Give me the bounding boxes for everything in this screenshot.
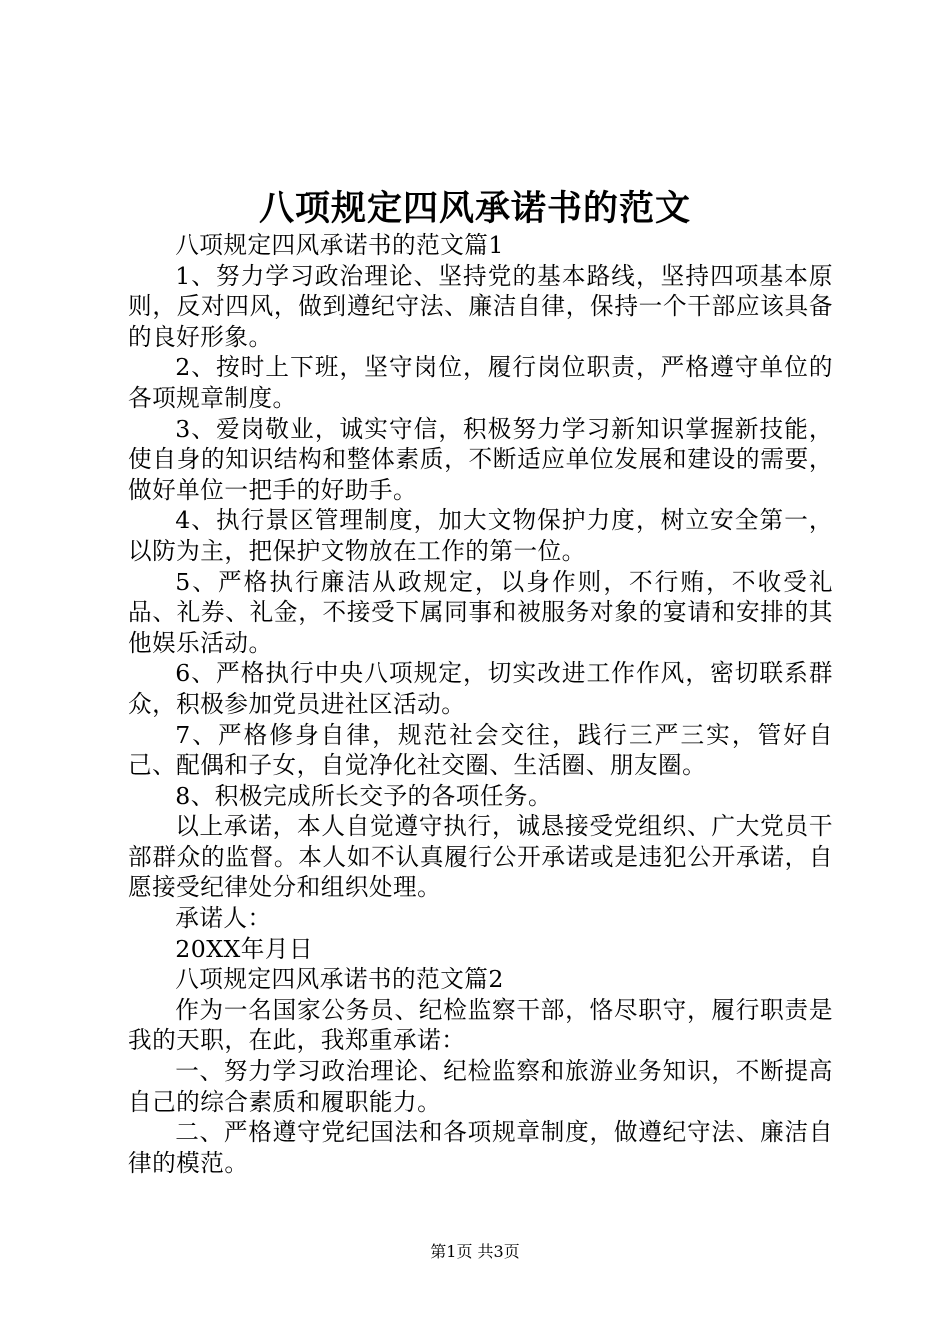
paragraph-item-2: 2、按时上下班，坚守岗位，履行岗位职责，严格遵守单位的各项规章制度。 bbox=[128, 353, 833, 412]
date-line: 20XX年月日 bbox=[175, 934, 314, 963]
document-body bbox=[128, 230, 833, 1178]
paragraph-item-7: 7、严格修身自律，规范社会交往，践行三严三实，管好自己、配偶和子女，自觉净化社交圈、生活圈、朋友圈。 bbox=[128, 720, 833, 780]
section-heading-2: 八项规定四风承诺书的范文篇2 bbox=[175, 965, 504, 994]
paragraph-item-8: 8、积极完成所长交予的各项任务。 bbox=[175, 781, 553, 810]
paragraph-item-1: 1、努力学习政治理论、坚持党的基本路线，坚持四项基本原则，反对四风，做到遵纪守法、廉洁自律，保持一个干部应该具备的良好形象。 bbox=[128, 261, 833, 351]
section-heading-1: 八项规定四风承诺书的范文篇1 bbox=[175, 231, 504, 259]
signatory-label: 承诺人： bbox=[175, 904, 272, 933]
paragraph-item-two: 二、严格遵守党纪国法和各项规章制度，做遵纪守法、廉洁自律的模范。 bbox=[128, 1118, 833, 1177]
paragraph-item-6: 6、严格执行中央八项规定，切实改进工作作风，密切联系群众，积极参加党员进社区活动。 bbox=[128, 659, 833, 718]
commitment-statement: 以上承诺，本人自觉遵守执行，诚恳接受党组织、广大党员干部群众的监督。本人如不认真履行公开承诺或是违犯公开承诺，自愿接受纪律处分和组织处理。 bbox=[128, 812, 833, 902]
paragraph-item-3: 3、爱岗敬业，诚实守信，积极努力学习新知识掌握新技能，使自身的知识结构和整体素质，不断适应单位发展和建设的需要，做好单位一把手的好助手。 bbox=[128, 414, 833, 504]
paragraph-item-4: 4、执行景区管理制度，加大文物保护力度，树立安全第一，以防为主，把保护文物放在工作的第一位。 bbox=[128, 506, 833, 565]
intro-paragraph: 作为一名国家公务员、纪检监察干部，恪尽职守，履行职责是我的天职，在此，我郑重承诺： bbox=[128, 995, 833, 1055]
document-title: 八项规定四风承诺书的范文 bbox=[258, 188, 691, 229]
paragraph-item-one: 一、努力学习政治理论、纪检监察和旅游业务知识，不断提高自己的综合素质和履职能力。 bbox=[128, 1057, 833, 1116]
paragraph-item-5: 5、严格执行廉洁从政规定，以身作则，不行贿，不收受礼品、礼券、礼金，不接受下属同事和被服务对象的宴请和安排的其他娱乐活动。 bbox=[128, 567, 833, 657]
page-number-footer: 第1页 共3页 bbox=[430, 1242, 520, 1261]
